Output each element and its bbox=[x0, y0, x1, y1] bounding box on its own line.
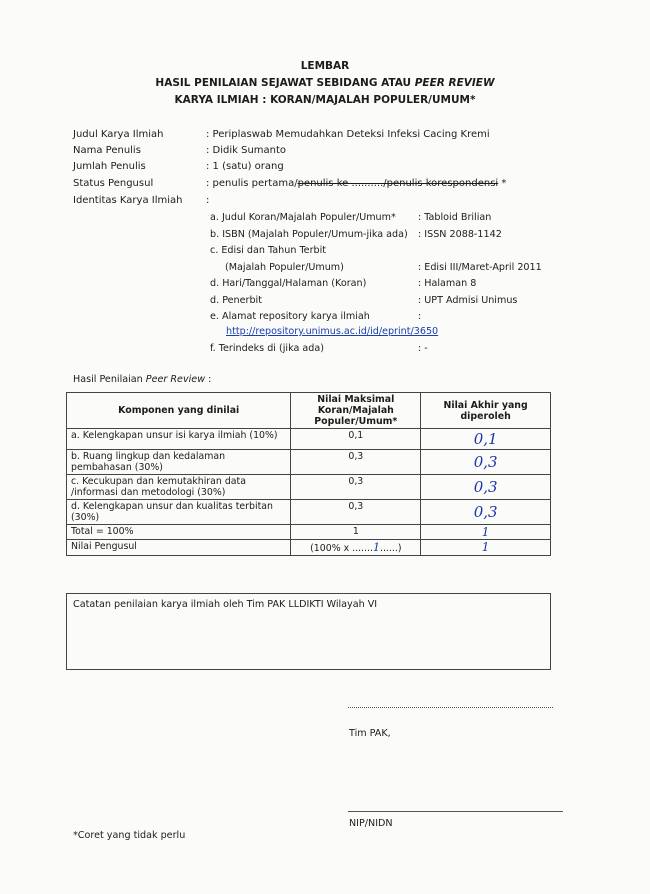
ident-f-value: : - bbox=[418, 343, 428, 354]
row-a-komponen: a. Kelengkapan unsur isi karya ilmiah (10%) bbox=[67, 429, 291, 450]
status-struck: penulis ke ........../penulis korespondensi bbox=[297, 178, 499, 189]
header-nilai-akhir-line1: Nilai Akhir yang bbox=[443, 399, 528, 411]
pengusul-akhir: 1 bbox=[421, 540, 551, 556]
review-caption-plain: Hasil Penilaian bbox=[73, 374, 146, 385]
status-plain: : penulis pertama/ bbox=[206, 178, 298, 189]
signature-dotted-line bbox=[348, 707, 553, 708]
ident-b-value: : ISSN 2088-1142 bbox=[418, 229, 502, 240]
total-label: Total = 100% bbox=[67, 525, 291, 540]
signature-nip: NIP/NIDN bbox=[349, 818, 393, 829]
table-row bbox=[67, 475, 551, 500]
pengusul-formula-hw: 1 bbox=[372, 541, 380, 554]
signature-tim: Tim PAK, bbox=[349, 728, 391, 739]
review-caption bbox=[73, 374, 211, 385]
review-table bbox=[66, 392, 551, 556]
table-header-row bbox=[67, 393, 551, 429]
ident-a-value: : Tabloid Brilian bbox=[418, 212, 492, 223]
pengusul-formula-b: ......) bbox=[379, 543, 402, 554]
pengusul-formula bbox=[291, 540, 421, 556]
title-lembar: LEMBAR bbox=[300, 60, 350, 72]
value-identitas: : bbox=[206, 195, 210, 206]
title-main-text: HASIL PENILAIAN SEJAWAT SEBIDANG ATAU bbox=[155, 77, 415, 89]
value-judul: : Periplaswab Memudahkan Deteksi Infeksi Cacing Kremi bbox=[206, 129, 490, 140]
row-a-maks: 0,1 bbox=[291, 429, 421, 450]
signature-solid-line bbox=[348, 811, 563, 812]
header-nilai-akhir-line2: diperoleh bbox=[460, 410, 511, 422]
ident-e-label: e. Alamat repository karya ilmiah bbox=[210, 311, 370, 322]
table-row-pengusul bbox=[67, 540, 551, 556]
ident-c-value: : Edisi III/Maret-April 2011 bbox=[418, 262, 542, 273]
row-b-komponen: b. Ruang lingkup dan kedalaman pembahasan (30%) bbox=[67, 450, 291, 475]
label-identitas: Identitas Karya Ilmiah bbox=[73, 195, 183, 206]
table-row bbox=[67, 429, 551, 450]
pengusul-formula-a: (100% x ....... bbox=[310, 543, 373, 554]
table-row bbox=[67, 450, 551, 475]
ident-d2-label: d. Penerbit bbox=[210, 295, 262, 306]
row-a-akhir: 0,1 bbox=[421, 429, 551, 450]
row-b-akhir: 0,3 bbox=[421, 450, 551, 475]
title-karya-ilmiah: KARYA ILMIAH : KORAN/MAJALAH POPULER/UMUM* bbox=[174, 94, 476, 106]
title-italic-text: PEER REVIEW bbox=[414, 77, 495, 89]
value-jumlah-penulis: : 1 (satu) orang bbox=[206, 161, 284, 172]
ident-b-label: b. ISBN (Majalah Populer/Umum-jika ada) bbox=[210, 229, 408, 240]
ident-c-sub: (Majalah Populer/Umum) bbox=[225, 262, 344, 273]
notes-text: Catatan penilaian karya ilmiah oleh Tim PAK LLDIKTI Wilayah VI bbox=[73, 599, 378, 610]
footnote: *Coret yang tidak perlu bbox=[73, 830, 186, 841]
table-row bbox=[67, 500, 551, 525]
repository-link-wrap bbox=[226, 326, 438, 337]
pengusul-label: Nilai Pengusul bbox=[67, 540, 291, 556]
table-row-total bbox=[67, 525, 551, 540]
row-c-komponen: c. Kecukupan dan kemutakhiran data /informasi dan metodologi (30%) bbox=[67, 475, 291, 500]
value-status-pengusul bbox=[206, 178, 506, 189]
header-komponen: Komponen yang dinilai bbox=[67, 393, 291, 429]
row-b-maks: 0,3 bbox=[291, 450, 421, 475]
label-judul: Judul Karya Ilmiah bbox=[73, 129, 164, 140]
label-status-pengusul: Status Pengusul bbox=[73, 178, 154, 189]
ident-f-label: f. Terindeks di (jika ada) bbox=[210, 343, 324, 354]
title-hasil-penilaian bbox=[0, 77, 650, 89]
row-c-maks: 0,3 bbox=[291, 475, 421, 500]
total-akhir: 1 bbox=[421, 525, 551, 540]
row-d-akhir: 0,3 bbox=[421, 500, 551, 525]
label-jumlah-penulis: Jumlah Penulis bbox=[73, 161, 146, 172]
row-d-maks: 0,3 bbox=[291, 500, 421, 525]
ident-d2-value: : UPT Admisi Unimus bbox=[418, 295, 518, 306]
row-d-komponen: d. Kelengkapan unsur dan kualitas terbitan (30%) bbox=[67, 500, 291, 525]
header-nilai-maksimal: Nilai Maksimal Koran/Majalah Populer/Umum* bbox=[291, 393, 421, 429]
header-nilai-akhir bbox=[421, 393, 551, 429]
ident-c-label: c. Edisi dan Tahun Terbit bbox=[210, 245, 327, 256]
label-nama-penulis: Nama Penulis bbox=[73, 145, 141, 156]
review-caption-tail: : bbox=[205, 374, 212, 385]
notes-box bbox=[66, 593, 551, 670]
repository-link[interactable]: http://repository.unimus.ac.id/id/eprint/3650 bbox=[226, 326, 439, 337]
row-c-akhir: 0,3 bbox=[421, 475, 551, 500]
value-nama-penulis: : Didik Sumanto bbox=[206, 145, 287, 156]
ident-e-value: : bbox=[418, 311, 422, 322]
ident-d1-value: : Halaman 8 bbox=[418, 278, 477, 289]
ident-a-label: a. Judul Koran/Majalah Populer/Umum* bbox=[210, 212, 396, 223]
review-caption-italic: Peer Review bbox=[145, 374, 206, 385]
total-maks: 1 bbox=[291, 525, 421, 540]
ident-d1-label: d. Hari/Tanggal/Halaman (Koran) bbox=[210, 278, 367, 289]
status-tail: * bbox=[498, 178, 507, 189]
